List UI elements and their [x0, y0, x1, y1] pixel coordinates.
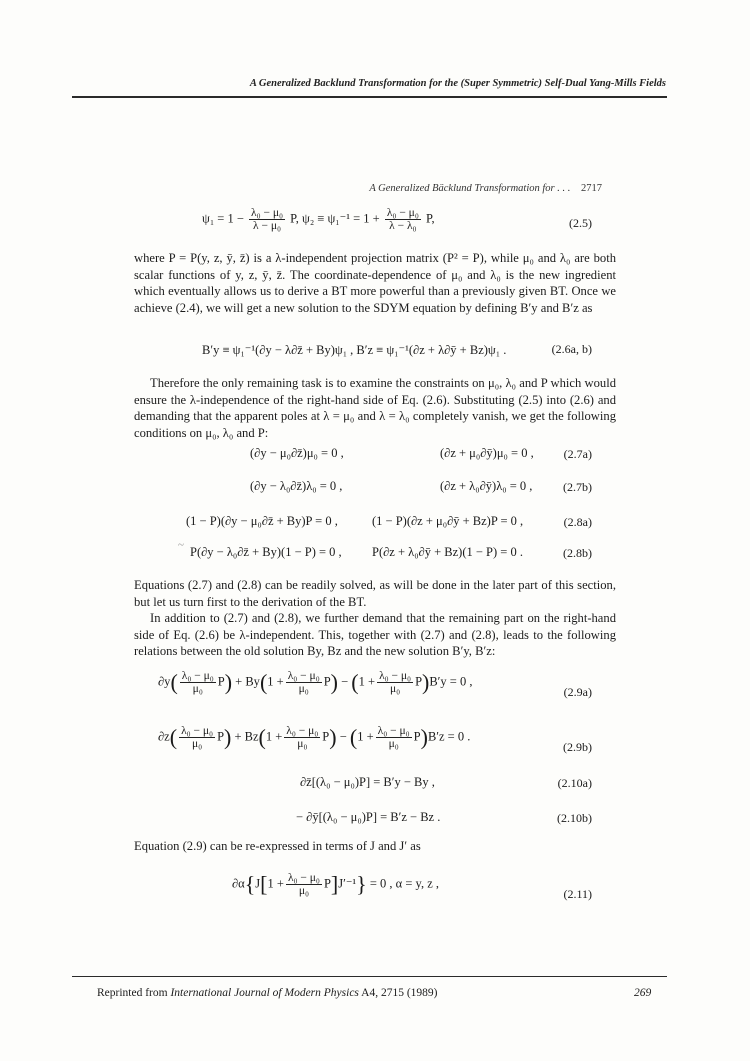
eq-2-9a-plus-b: + By — [235, 674, 260, 689]
scan-mark: ~ — [178, 539, 184, 551]
eq-2-9b-tail: B′z = 0 . — [427, 729, 471, 744]
eq-2-9a-frac-2 — [286, 670, 322, 695]
paragraph-1: where P = P(y, z, ȳ, z̄) is a λ-independent projection matrix (P² = P), while μ₀ and λ₀ are both scalar functions of y, z, ȳ, z̄. The coordinate-dependence of μ₀ and λ₀ is the new ingredient which eventually allows us to derive a BT more powerful than a previously given BT. Once we achieve (2.4), we will get a new solution to the SDYM equation by defining B′y and B′z as — [134, 251, 616, 315]
eq-2-7a-label: (2.7a) — [563, 447, 592, 461]
equation-2-9b: ∂z( $\frac{\text{λ₀ − μ₀}}{\text{μ₀}}$ P) + Bz(1 + $\frac{\text{λ₀ − μ₀}}{\text{μ₀}}$ P) − (1 + $\frac{\text{λ₀ − μ₀}}{\text{μ₀}}$ P)B′z = 0 . — [158, 724, 471, 750]
equation-2-5 — [202, 207, 435, 232]
eq-2-9a-frac-1 — [180, 670, 216, 695]
eq-2-5-frac-2-num: λ₀ − μ₀ — [386, 207, 419, 219]
eq-2-11-frac-num: λ₀ − μ₀ — [287, 872, 320, 884]
equation-2-7b-right: (∂z + λ₀∂ȳ)λ₀ = 0 , — [440, 479, 533, 493]
eq-2-8a-label: (2.8a) — [563, 515, 592, 529]
eq-2-9b-derivative: ∂z — [158, 729, 170, 744]
equation-2-10a: ∂z̄[(λ₀ − μ₀)P] = B′y − By , — [300, 775, 435, 789]
eq-2-9a-minus: − — [341, 674, 349, 689]
eq-2-11-P: P — [323, 876, 331, 891]
paragraph-4: In addition to (2.7) and (2.8), we further demand that the remaining part on the right-hand side of Eq. (2.6) be λ-independent. This, together with (2.7) and (2.8), leads to the following relations between the old solution By, Bz and the new solution B′y, B′z: — [134, 611, 616, 658]
footer-reprint-note — [97, 987, 438, 999]
eq-2-9b-p3: P — [413, 729, 421, 744]
eq-2-5-frac-2-den: λ − λ₀ — [385, 219, 421, 232]
eq-2-5-mid: P, ψ₂ ≡ ψ₁⁻¹ = 1 + — [290, 211, 380, 226]
eq-2-9b-one-2: 1 + — [357, 729, 374, 744]
equation-2-7a-right: (∂z + μ₀∂ȳ)μ₀ = 0 , — [440, 446, 534, 460]
eq-2-9a-frac-2-num: λ₀ − μ₀ — [287, 670, 320, 682]
eq-2-9b-plus-b: + Bz — [234, 729, 259, 744]
eq-2-9a-p2: P — [323, 674, 331, 689]
eq-2-9a-frac-3-num: λ₀ − μ₀ — [379, 670, 412, 682]
header-rule — [72, 96, 667, 98]
eq-2-9b-minus: − — [339, 729, 347, 744]
footer-prefix: Reprinted from — [97, 987, 171, 999]
eq-2-5-frac-1-num: λ₀ − μ₀ — [251, 207, 284, 219]
equation-2-11: ∂α{J[1 + $\frac{\text{λ₀ − μ₀}}{\text{μ₀}}$ P]J′⁻¹} = 0 , α = y, z , — [232, 871, 439, 897]
eq-2-11-frac-den: μ₀ — [286, 884, 322, 897]
inner-header — [369, 183, 602, 194]
equation-2-8a-left: (1 − P)(∂y − μ₀∂z̄ + By)P = 0 , — [186, 514, 338, 528]
eq-2-9a-label: (2.9a) — [563, 685, 592, 699]
footer-rule — [72, 976, 667, 977]
eq-2-9b-p2: P — [322, 729, 330, 744]
eq-2-5-frac-1 — [249, 207, 285, 232]
eq-2-9b-frac-3-num: λ₀ − μ₀ — [377, 725, 410, 737]
eq-2-9b-one-1: 1 + — [265, 729, 283, 744]
eq-2-9b-label: (2.9b) — [563, 740, 592, 754]
eq-2-5-frac-1-den: λ − μ₀ — [249, 219, 285, 232]
footer-suffix: A4, 2715 (1989) — [358, 987, 438, 999]
eq-2-9b-frac-2 — [284, 725, 320, 750]
equation-2-6: B′y ≡ ψ₁⁻¹(∂y − λ∂z̄ + By)ψ₁ , B′z ≡ ψ₁⁻¹(∂z + λ∂ȳ + Bz)ψ₁ . — [202, 343, 507, 357]
eq-2-8b-label: (2.8b) — [563, 546, 592, 560]
eq-2-11-lead: ∂α — [232, 876, 245, 891]
eq-2-11-one: 1 + — [267, 876, 284, 891]
equation-2-7b-left: (∂y − λ₀∂z̄)λ₀ = 0 , — [250, 479, 343, 493]
eq-2-9b-frac-3-den: μ₀ — [376, 737, 412, 750]
paragraph-5: Equation (2.9) can be re-expressed in terms of J and J′ as — [134, 839, 421, 853]
eq-2-9a-p3: P — [415, 674, 423, 689]
equation-2-9a: ∂y( $\frac{\text{λ₀ − μ₀}}{\text{μ₀}}$ P) + By(1 + $\frac{\text{λ₀ − μ₀}}{\text{μ₀}}$ P) − (1 + $\frac{\text{λ₀ − μ₀}}{\text{μ₀}}$ P)B′y = 0 , — [158, 669, 473, 695]
eq-2-11-label: (2.11) — [563, 887, 592, 901]
eq-2-5-end: P, — [425, 211, 435, 226]
footer-journal: International Journal of Modern Physics — [170, 987, 359, 999]
paragraph-3: Equations (2.7) and (2.8) can be readily solved, as will be done in the later part of this section, but let us turn first to the derivation of the BT. — [134, 578, 616, 609]
eq-2-7b-label: (2.7b) — [563, 480, 592, 494]
eq-2-11-J: J — [255, 876, 261, 891]
equation-2-8b-right: P(∂z + λ₀∂ȳ + Bz)(1 − P) = 0 . — [372, 545, 523, 559]
inner-page-number: 2717 — [581, 183, 602, 194]
eq-2-9a-frac-3 — [377, 670, 413, 695]
eq-2-9b-frac-1-den: μ₀ — [179, 737, 215, 750]
eq-2-9a-p1: P — [217, 674, 225, 689]
eq-2-10b-label: (2.10b) — [557, 811, 592, 825]
eq-2-11-tail: = 0 , α = y, z , — [369, 876, 439, 891]
eq-2-9a-derivative: ∂y — [158, 674, 171, 689]
eq-2-9b-frac-3 — [376, 725, 412, 750]
eq-2-9b-frac-2-num: λ₀ − μ₀ — [286, 725, 319, 737]
eq-2-9a-frac-1-num: λ₀ − μ₀ — [181, 670, 214, 682]
eq-2-9a-one-1: 1 + — [267, 674, 284, 689]
equation-2-8a-right: (1 − P)(∂z + μ₀∂ȳ + Bz)P = 0 , — [372, 514, 524, 528]
inner-header-title: A Generalized Bäcklund Transformation for . . . — [369, 183, 571, 194]
eq-2-9a-one-2: 1 + — [358, 674, 376, 689]
paragraph-2: Therefore the only remaining task is to examine the constraints on μ₀, λ₀ and P which would ensure the λ-independence of the right-hand side of Eq. (2.6). Substituting (2.5) into (2.6) and demanding that the apparent poles at λ = μ₀ and λ = λ₀ completely vanish, we get the following conditions on μ₀, λ₀ and P: — [134, 376, 616, 440]
running-header: A Generalized Backlund Transformation for the (Super Symmetric) Self-Dual Yang-Mills Fields — [249, 78, 666, 89]
eq-2-11-frac — [286, 872, 322, 897]
eq-2-5-label: (2.5) — [569, 216, 592, 230]
eq-2-9b-frac-1-num: λ₀ − μ₀ — [181, 725, 214, 737]
eq-2-10a-label: (2.10a) — [557, 776, 592, 790]
eq-2-5-frac-2 — [385, 207, 421, 232]
eq-2-9b-frac-1 — [179, 725, 215, 750]
equation-2-7a-left: (∂y − μ₀∂z̄)μ₀ = 0 , — [250, 446, 344, 460]
eq-2-9a-frac-2-den: μ₀ — [286, 682, 322, 695]
eq-2-6-label: (2.6a, b) — [551, 342, 592, 356]
eq-2-9a-frac-3-den: μ₀ — [377, 682, 413, 695]
eq-2-9a-frac-1-den: μ₀ — [180, 682, 216, 695]
eq-2-9b-frac-2-den: μ₀ — [284, 737, 320, 750]
equation-2-8b-left: P(∂y − λ₀∂z̄ + By)(1 − P) = 0 , — [190, 545, 342, 559]
footer-page-number: 269 — [634, 987, 652, 999]
eq-2-9a-tail: B′y = 0 , — [429, 674, 473, 689]
eq-2-5-lhs: ψ₁ = 1 − — [202, 211, 244, 226]
equation-2-10b: − ∂ȳ[(λ₀ − μ₀)P] = B′z − Bz . — [296, 810, 441, 824]
eq-2-9b-p1: P — [217, 729, 225, 744]
eq-2-11-Jinv: J′⁻¹ — [338, 876, 357, 891]
